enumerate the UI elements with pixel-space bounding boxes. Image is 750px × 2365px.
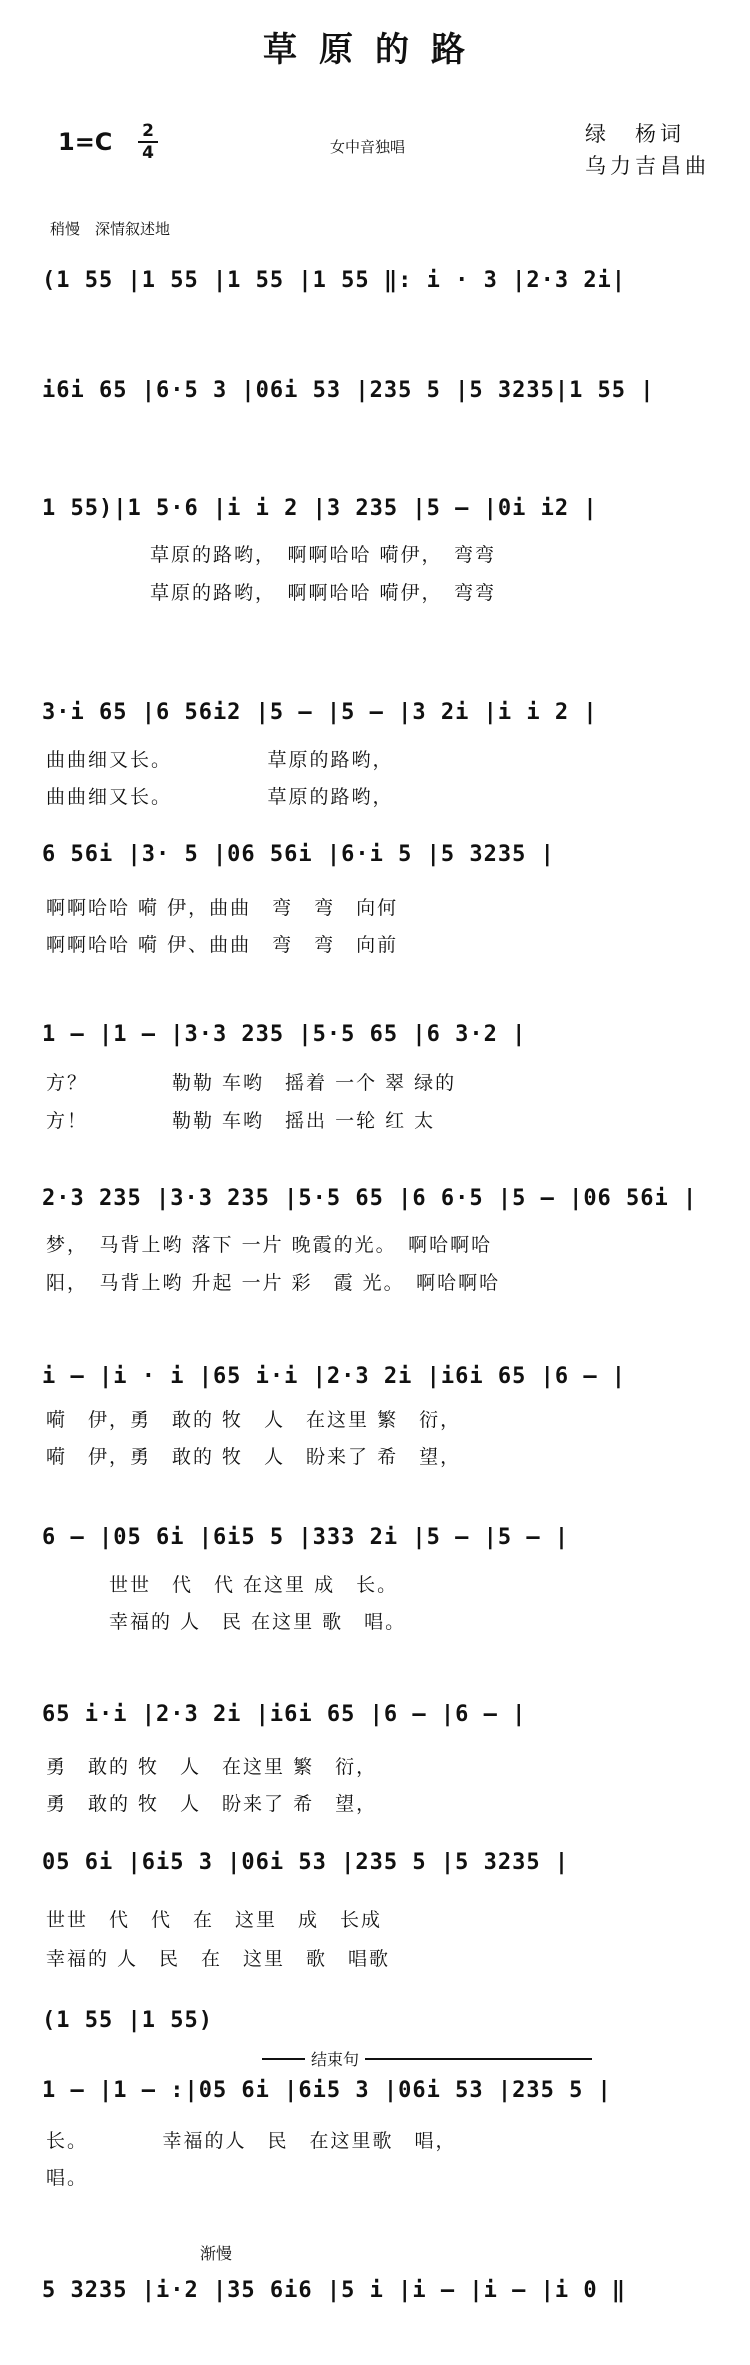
voice-type: 女中音独唱 <box>330 138 406 156</box>
lyric-line: 草原的路哟， 啊啊哈哈 嗬伊， 弯弯 <box>150 582 497 604</box>
lyric-line: 阳， 马背上哟 升起 一片 彩 霞 光。 啊哈啊哈 <box>46 1272 501 1294</box>
staff-system: i — |i · i |65 i·i |2·3 2i |i6i 65 |6 — | <box>42 1364 627 1389</box>
staff-system: 5 3235 |i·2 |35 6i6 |5 i |i — |i — |i 0 ‖ <box>42 2278 627 2303</box>
time-top: 2 <box>142 121 154 141</box>
lyric-line: 草原的路哟， 啊啊哈哈 嗬伊， 弯弯 <box>150 544 497 566</box>
staff-system: 65 i·i |2·3 2i |i6i 65 |6 — |6 — | <box>42 1702 527 1727</box>
lyricist-credit: 绿 杨词 <box>585 122 685 146</box>
lyric-line: 幸福的 人 民 在 这里 歌 唱歌 <box>46 1948 391 1970</box>
lyric-line: 曲曲细又长。 草原的路哟， <box>46 749 394 771</box>
key-signature: 1=C <box>58 128 113 156</box>
ending-label: 结束句 <box>305 2047 365 2070</box>
song-title: 草原的路 <box>263 30 487 70</box>
staff-system: 6 56i |3· 5 |06 56i |6·i 5 |5 3235 | <box>42 842 555 867</box>
lyric-line: 幸福的 人 民 在这里 歌 唱。 <box>46 1611 407 1633</box>
staff-system: 2·3 235 |3·3 235 |5·5 65 |6 6·5 |5 — |06 56i | <box>42 1186 698 1211</box>
staff-system: 3·i 65 |6 56i2 |5 — |5 — |3 2i |i i 2 | <box>42 700 598 725</box>
time-signature <box>138 122 158 162</box>
lyric-line: 唱。 <box>46 2167 89 2189</box>
lyric-line: 啊啊哈哈 嗬 伊，曲曲 弯 弯 向何 <box>46 897 399 919</box>
lyric-line: 长。 幸福的人 民 在这里歌 唱， <box>46 2130 457 2152</box>
staff-system: (1 55 |1 55) <box>42 2008 213 2033</box>
staff-system: 1 — |1 — :|05 6i |6i5 3 |06i 53 |235 5 | <box>42 2078 612 2103</box>
composer-credit: 乌力吉昌曲 <box>585 154 710 178</box>
lyric-line: 勇 敢的 牧 人 在这里 繁 衍， <box>46 1756 378 1778</box>
lyric-line: 方？ 勒勒 车哟 摇着 一个 翠 绿的 <box>46 1072 457 1094</box>
tempo-marking: 稍慢 深情叙述地 <box>50 220 171 238</box>
staff-system: (1 55 |1 55 |1 55 |1 55 ‖: i · 3 |2·3 2i| <box>42 268 627 293</box>
lyric-line: 曲曲细又长。 草原的路哟， <box>46 786 394 808</box>
lyric-line: 啊啊哈哈 嗬 伊、曲曲 弯 弯 向前 <box>46 934 399 956</box>
staff-system: 1 55)|1 5·6 |i i 2 |3 235 |5 — |0i i2 | <box>42 496 598 521</box>
lyric-line: 方！ 勒勒 车哟 摇出 一轮 红 太 <box>46 1110 436 1132</box>
staff-system: i6i 65 |6·5 3 |06i 53 |235 5 |5 3235|1 55 | <box>42 378 655 403</box>
staff-system: 1 — |1 — |3·3 235 |5·5 65 |6 3·2 | <box>42 1022 527 1047</box>
lyric-line: 勇 敢的 牧 人 盼来了 希 望， <box>46 1793 378 1815</box>
lyric-line: 梦， 马背上哟 落下 一片 晚霞的光。 啊哈啊哈 <box>46 1234 493 1256</box>
lyric-line: 世世 代 代 在 这里 成 长成 <box>46 1909 383 1931</box>
ritard-marking: 渐慢 <box>200 2244 233 2263</box>
lyric-line: 嗬 伊，勇 敢的 牧 人 盼来了 希 望， <box>46 1446 462 1468</box>
staff-system: 05 6i |6i5 3 |06i 53 |235 5 |5 3235 | <box>42 1850 570 1875</box>
staff-system: 6 — |05 6i |6i5 5 |333 2i |5 — |5 — | <box>42 1525 570 1550</box>
time-bottom: 4 <box>142 143 154 163</box>
lyric-line: 世世 代 代 在这里 成 长。 <box>46 1574 399 1596</box>
lyric-line: 嗬 伊，勇 敢的 牧 人 在这里 繁 衍， <box>46 1409 462 1431</box>
